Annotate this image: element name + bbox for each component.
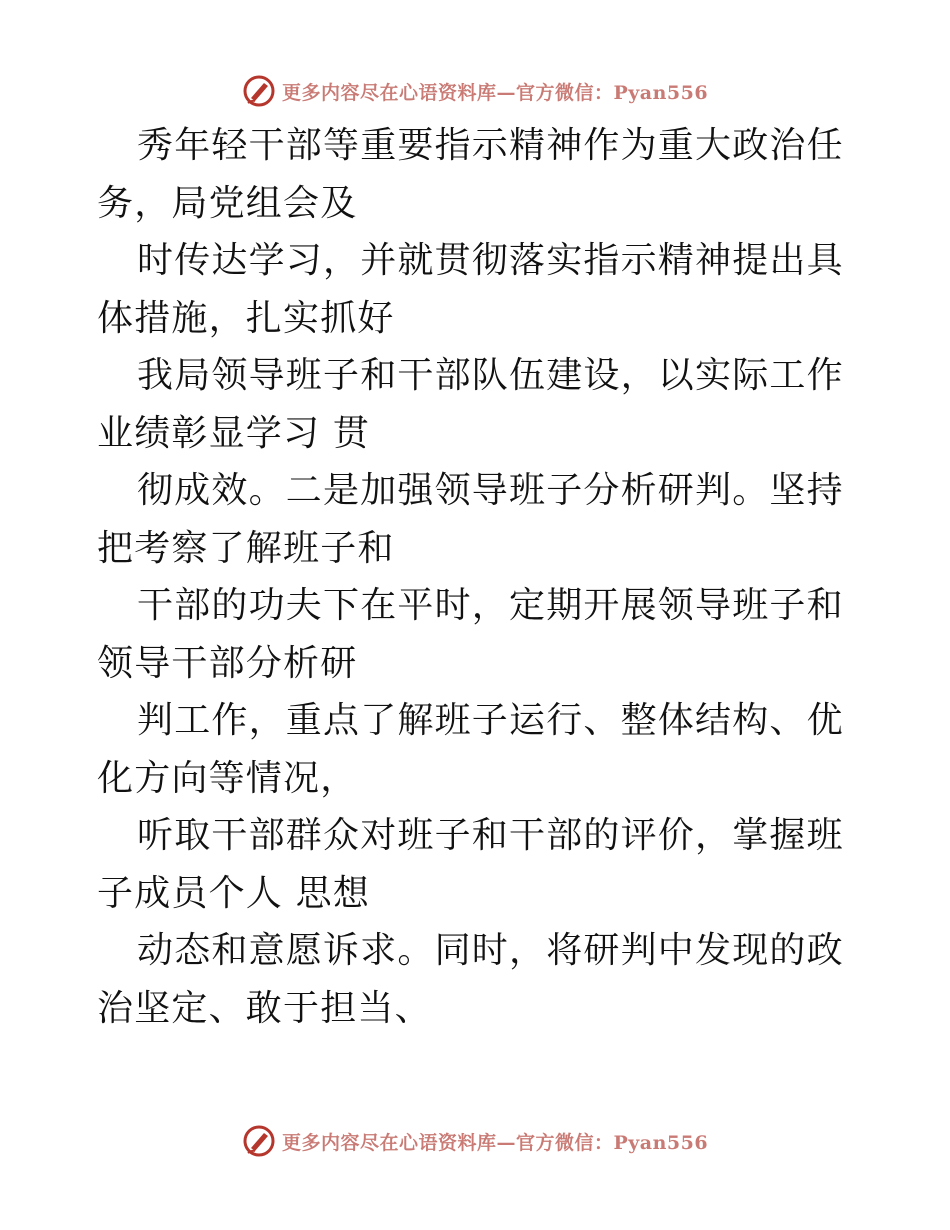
footer-banner-text: 更多内容尽在心语资料库—官方微信：Pyan556 bbox=[281, 1131, 709, 1154]
footer-banner bbox=[0, 1121, 950, 1161]
header-banner bbox=[0, 71, 950, 111]
document-body bbox=[97, 117, 857, 1037]
paragraph-2: 时传达学习，并就贯彻落实指示精神提出具体措施，扎实抓好 bbox=[97, 240, 844, 339]
red-circle-pen-logo-icon bbox=[242, 1124, 276, 1158]
paragraph-6: 判工作，重点了解班子运行、整体结构、优化方向等情况， bbox=[97, 700, 844, 799]
red-circle-pen-logo-icon bbox=[242, 74, 276, 108]
paragraph-7: 听取干部群众对班子和干部的评价，掌握班子成员个人 思想 bbox=[97, 815, 844, 914]
paragraph-4: 彻成效。二是加强领导班子分析研判。坚持把考察了解班子和 bbox=[97, 470, 844, 569]
paragraph-8: 动态和意愿诉求。同时，将研判中发现的政治坚定、敢于担当、 bbox=[97, 930, 844, 1029]
header-banner-text: 更多内容尽在心语资料库—官方微信：Pyan556 bbox=[281, 81, 709, 104]
paragraph-1: 秀年轻干部等重要指示精神作为重大政治任务，局党组会及 bbox=[97, 125, 844, 224]
paragraph-3: 我局领导班子和干部队伍建设，以实际工作业绩彰显学习 贯 bbox=[97, 355, 844, 454]
paragraph-5: 干部的功夫下在平时，定期开展领导班子和领导干部分析研 bbox=[97, 585, 844, 684]
